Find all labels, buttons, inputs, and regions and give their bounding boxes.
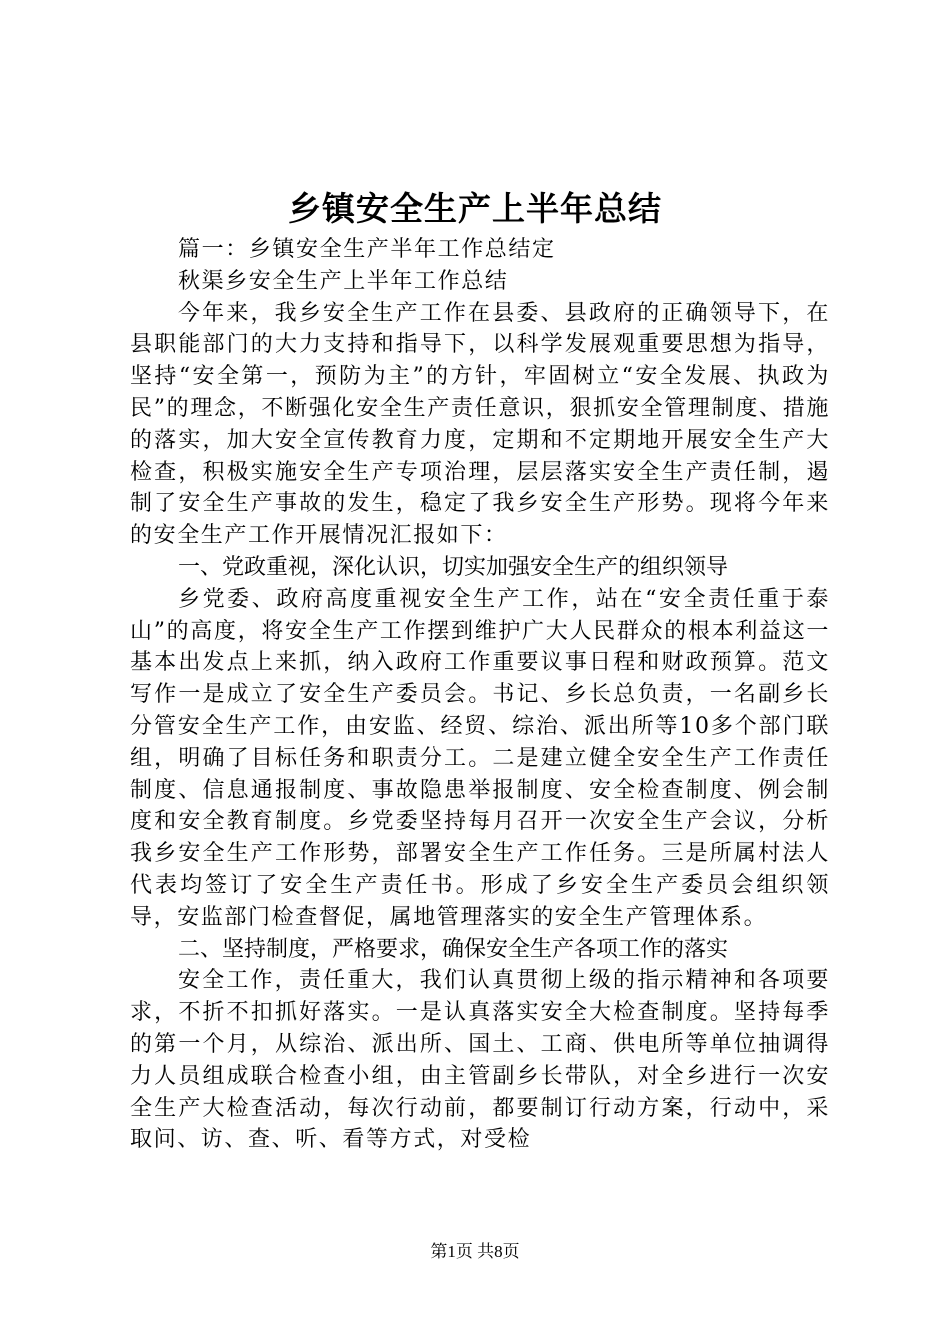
paragraph-subtitle: 秋渠乡安全生产上半年工作总结 — [178, 268, 509, 294]
paragraph-intro: 今年来，我乡安全生产工作在县委、县政府的正确领导下，在县职能部门的大力支持和指导下，以科学发展观重要思想为指导，坚持“安全第一，预防为主”的方针，牢固树立“安全发展、执政为民”的理念，不断强化安全生产责任意识，狠抓安全管理制度、措施的落实，加大安全宣传教育力度，定期和不定期地开展安全生产大检查，积极实施安全生产专项治理，层层落实安全生产责任制，遏制了安全生产事故的发生，稳定了我乡安全生产形势。现将今年来的安全生产工作开展情况汇报如下： — [130, 300, 830, 549]
document-title: 乡镇安全生产上半年总结 — [288, 189, 662, 228]
paragraph-chapter-heading: 篇一：乡镇安全生产半年工作总结定 — [178, 237, 556, 262]
document-body — [130, 234, 830, 1156]
section-heading-1: 一、党政重视，深化认识，切实加强安全生产的组织领导 — [178, 554, 729, 580]
paragraph-section-2: 安全工作，责任重大，我们认真贯彻上级的指示精神和各项要求，不折不扣抓好落实。一是认真落实安全大检查制度。坚持每季的第一个月，从综治、派出所、国土、工商、供电所等单位抽调得力人员组成联合检查小组，由主管副乡长带队，对全乡进行一次安全生产大检查活动，每次行动前，都要制订行动方案，行动中，采取问、访、查、听、看等方式，对受检 — [130, 968, 830, 1153]
paragraph-section-1: 乡党委、政府高度重视安全生产工作，站在“安全责任重于泰山”的高度，将安全生产工作摆到维护广大人民群众的根本利益这一基本出发点上来抓，纳入政府工作重要议事日程和财政预算。范文写作一是成立了安全生产委员会。书记、乡长总负责，一名副乡长分管安全生产工作，由安监、经贸、综治、派出所等10多个部门联组，明确了目标任务和职责分工。二是建立健全安全生产工作责任制度、信息通报制度、事故隐患举报制度、安全检查制度、例会制度和安全教育制度。乡党委坚持每月召开一次安全生产会议，分析我乡安全生产工作形势，部署安全生产工作任务。三是所属村法人代表均签订了安全生产责任书。形成了乡安全生产委员会组织领导，安监部门检查督促，属地管理落实的安全生产管理体系。 — [130, 586, 830, 930]
page-number-footer: 第1页 共8页 — [430, 1242, 520, 1261]
section-heading-2: 二、坚持制度，严格要求，确保安全生产各项工作的落实 — [178, 936, 729, 962]
